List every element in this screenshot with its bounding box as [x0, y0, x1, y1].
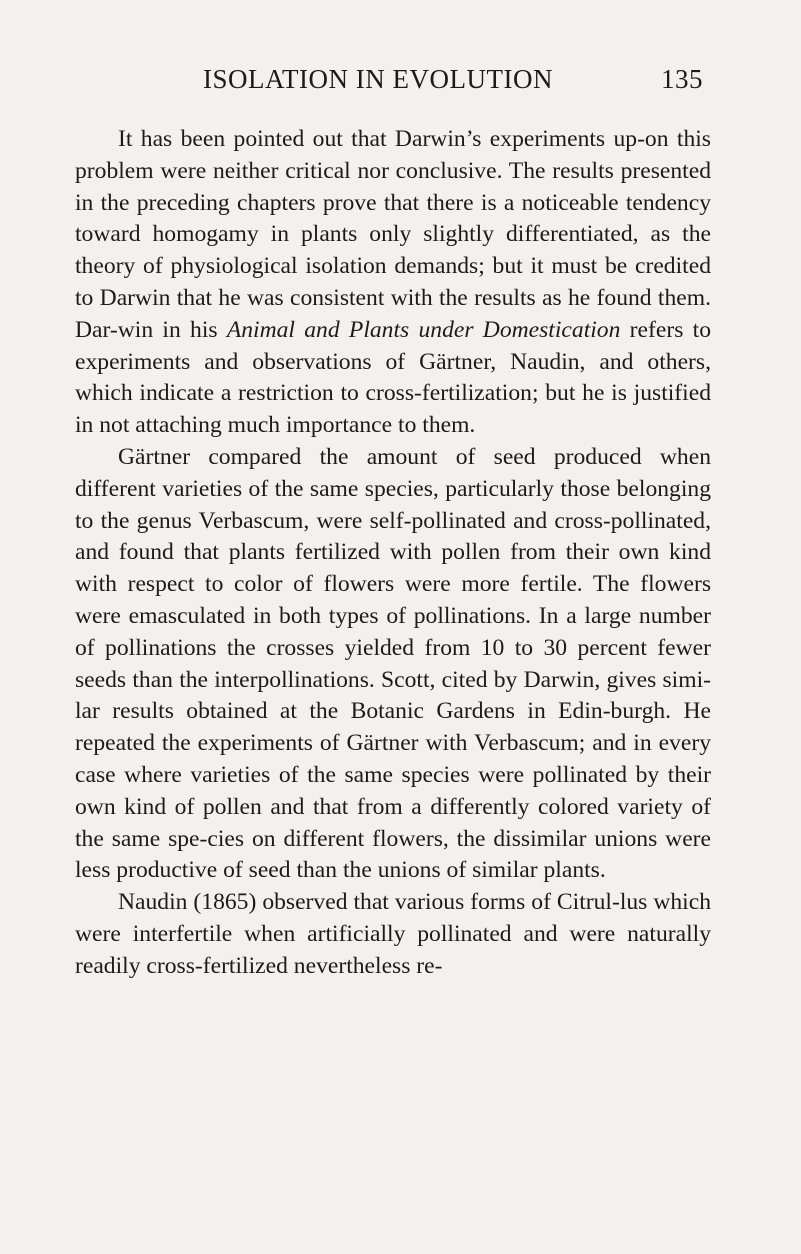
running-title: ISOLATION IN EVOLUTION — [203, 64, 553, 94]
paragraph-naudin: Naudin (1865) observed that various forms of Citrul-lus which were interfertile when artificially pollinated and were naturally readily cross-fertilized nevertheless re- — [75, 889, 711, 979]
paragraph-darwin-text-before: It has been pointed out that Darwin’s experiments up-on this problem were neither critical nor conclusive. The results presented in the preceding chapters prove that there is a noticeable tendency toward homogamy in plants only slightly differentiated, as the theory of physiological isolation demands; but it must be credited to Darwin that he was consistent with the results as he found them. Dar-win in his — [75, 126, 711, 343]
page-number: 135 — [661, 64, 703, 94]
book-title-italic: Animal and Plants under Domestication — [226, 316, 621, 343]
running-head — [75, 58, 715, 98]
body-text — [75, 124, 711, 983]
paragraph-darwin-text-after: refers to experiments and observations of Gärtner, Naudin, and others, which indicate a restriction to cross-fertilization; but he is justified in not attaching much importance to them. — [75, 316, 711, 439]
paragraph-gartner: Gärtner compared the amount of seed produced when different varieties of the same species, particularly those belonging to the genus Verbascum, were self-pollinated and cross-pollinated, and found that plants fertilized with pollen from their own kind with respect to color of flowers were more fertile. The flowers were emasculated in both types of pollinations. In a large number of pollinations the crosses yielded from 10 to 30 percent fewer seeds than the interpollinations. Scott, cited by Darwin, gives simi-lar results obtained at the Botanic Gardens in Edin-burgh. He repeated the experiments of Gärtner with Verbascum; and in every case where varieties of the same species were pollinated by their own kind of pollen and that from a differently colored variety of the same spe-cies on different flowers, the dissimilar unions were less productive of seed than the unions of similar plants. — [75, 443, 711, 884]
paragraph-darwin — [75, 124, 711, 442]
